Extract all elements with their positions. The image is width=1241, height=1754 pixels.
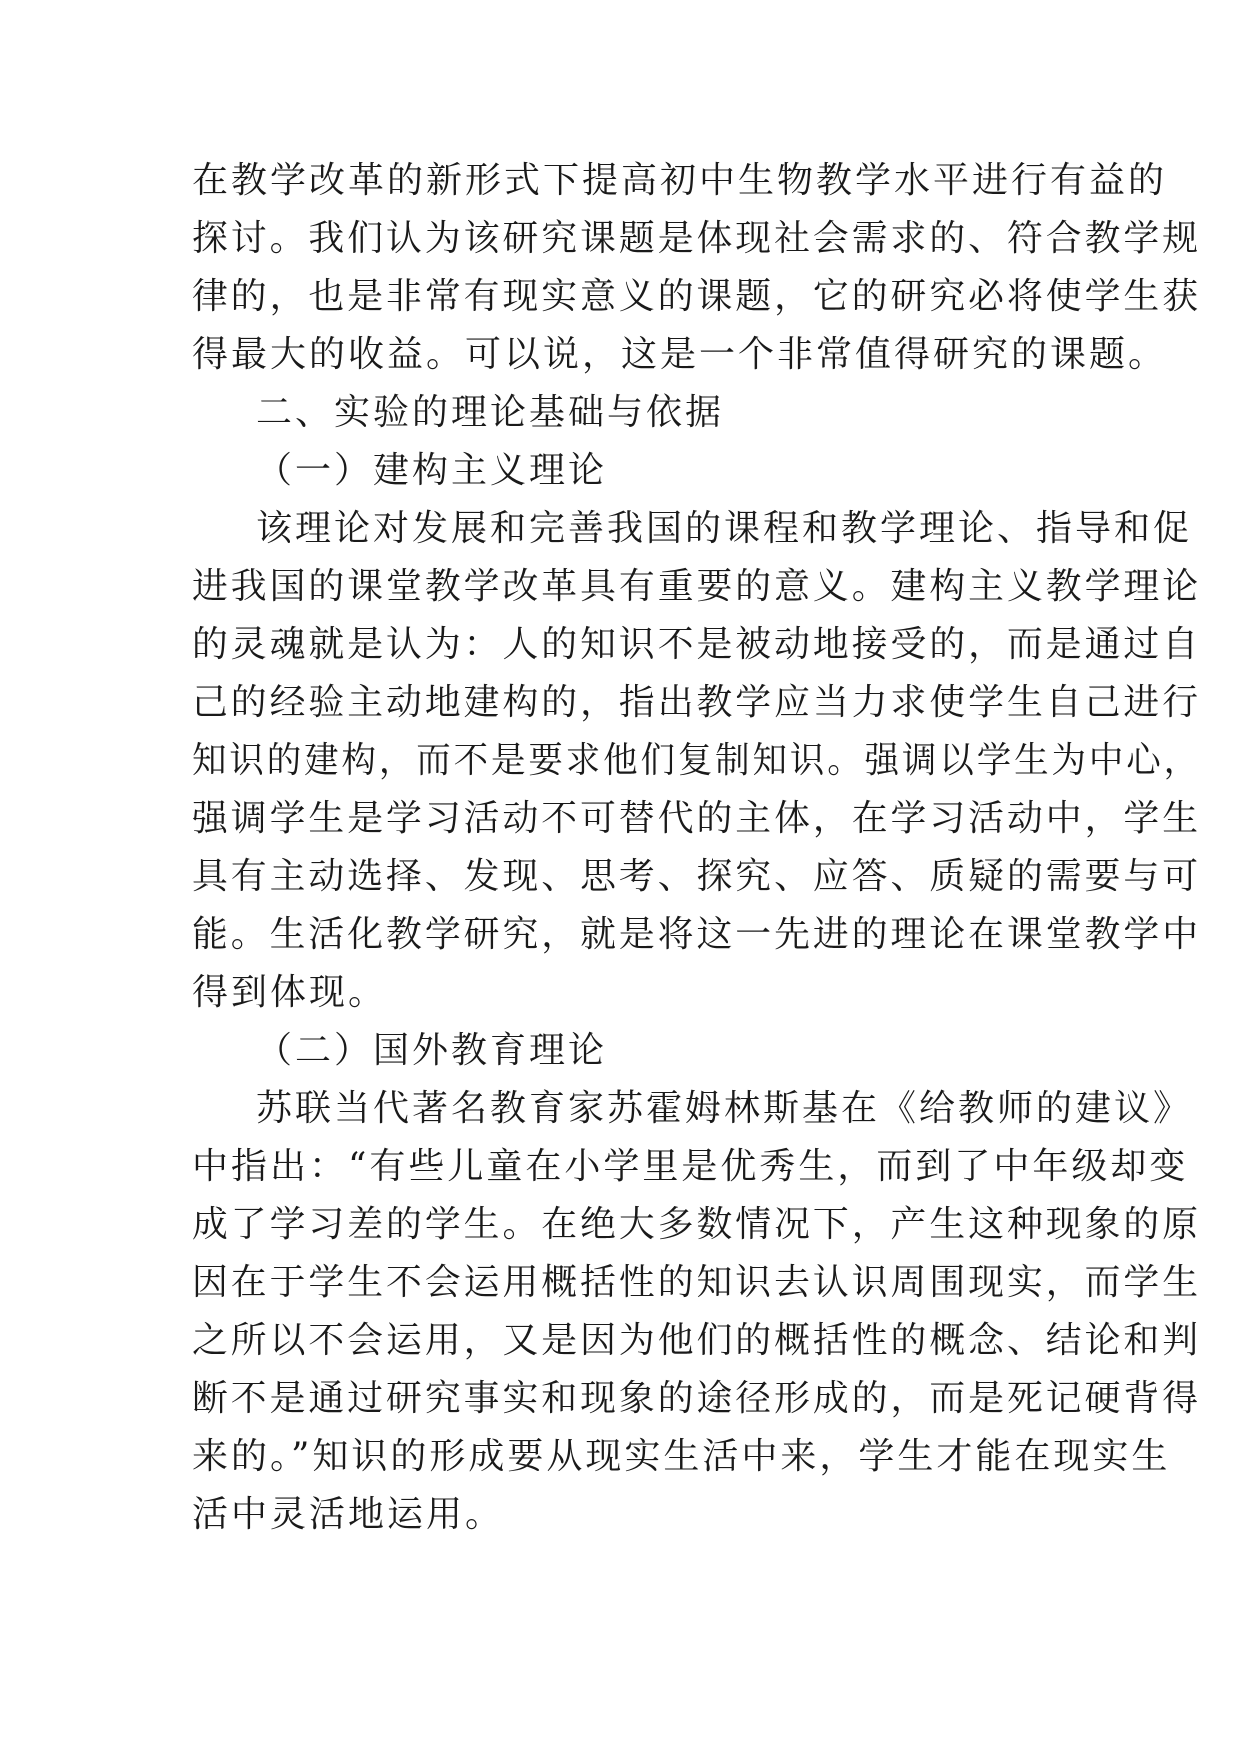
paragraph-line: 得到体现。 (192, 972, 388, 1013)
paragraph-line: 因在于学生不会运用概括性的知识去认识周围现实，而学生 (192, 1262, 1202, 1303)
paragraph-line: 断不是通过研究事实和现象的途径形成的，而是死记硬背得 (192, 1378, 1202, 1419)
paragraph-line: 成了学习差的学生。在绝大多数情况下，产生这种现象的原 (192, 1204, 1202, 1245)
paragraph-line: 的灵魂就是认为：人的知识不是被动地接受的，而是通过自 (192, 624, 1202, 665)
subsection-heading: （一）建构主义理论 (256, 450, 608, 491)
paragraph-line: 中指出：“有些儿童在小学里是优秀生，而到了中年级却变 (192, 1146, 1189, 1187)
paragraph-line: 律的，也是非常有现实意义的课题，它的研究必将使学生获 (192, 276, 1202, 317)
paragraph-line: 知识的建构，而不是要求他们复制知识。强调以学生为中心， (192, 740, 1202, 781)
section-heading: 二、实验的理论基础与依据 (256, 392, 725, 433)
paragraph-line: 己的经验主动地建构的，指出教学应当力求使学生自己进行 (192, 682, 1202, 723)
paragraph-line: 能。生活化教学研究，就是将这一先进的理论在课堂教学中 (192, 914, 1202, 955)
paragraph-line: 探讨。我们认为该研究课题是体现社会需求的、符合教学规 (192, 218, 1202, 259)
paragraph-line: 具有主动选择、发现、思考、探究、应答、质疑的需要与可 (192, 856, 1202, 897)
subsection-heading: （二）国外教育理论 (256, 1030, 608, 1071)
paragraph-line: 进我国的课堂教学改革具有重要的意义。建构主义教学理论 (192, 566, 1202, 607)
paragraph-line: 苏联当代著名教育家苏霍姆林斯基在《给教师的建议》 (256, 1088, 1193, 1129)
paragraph-line: 之所以不会运用，又是因为他们的概括性的概念、结论和判 (192, 1320, 1202, 1361)
paragraph-line: 活中灵活地运用。 (192, 1494, 505, 1535)
paragraph-line: 该理论对发展和完善我国的课程和教学理论、指导和促 (256, 508, 1193, 549)
paragraph-line: 得最大的收益。可以说，这是一个非常值得研究的课题。 (192, 334, 1168, 375)
paragraph-line: 来的。”知识的形成要从现实生活中来，学生才能在现实生 (192, 1436, 1171, 1477)
paragraph-line: 强调学生是学习活动不可替代的主体，在学习活动中，学生 (192, 798, 1202, 839)
paragraph-line: 在教学改革的新形式下提高初中生物教学水平进行有益的 (192, 160, 1168, 201)
